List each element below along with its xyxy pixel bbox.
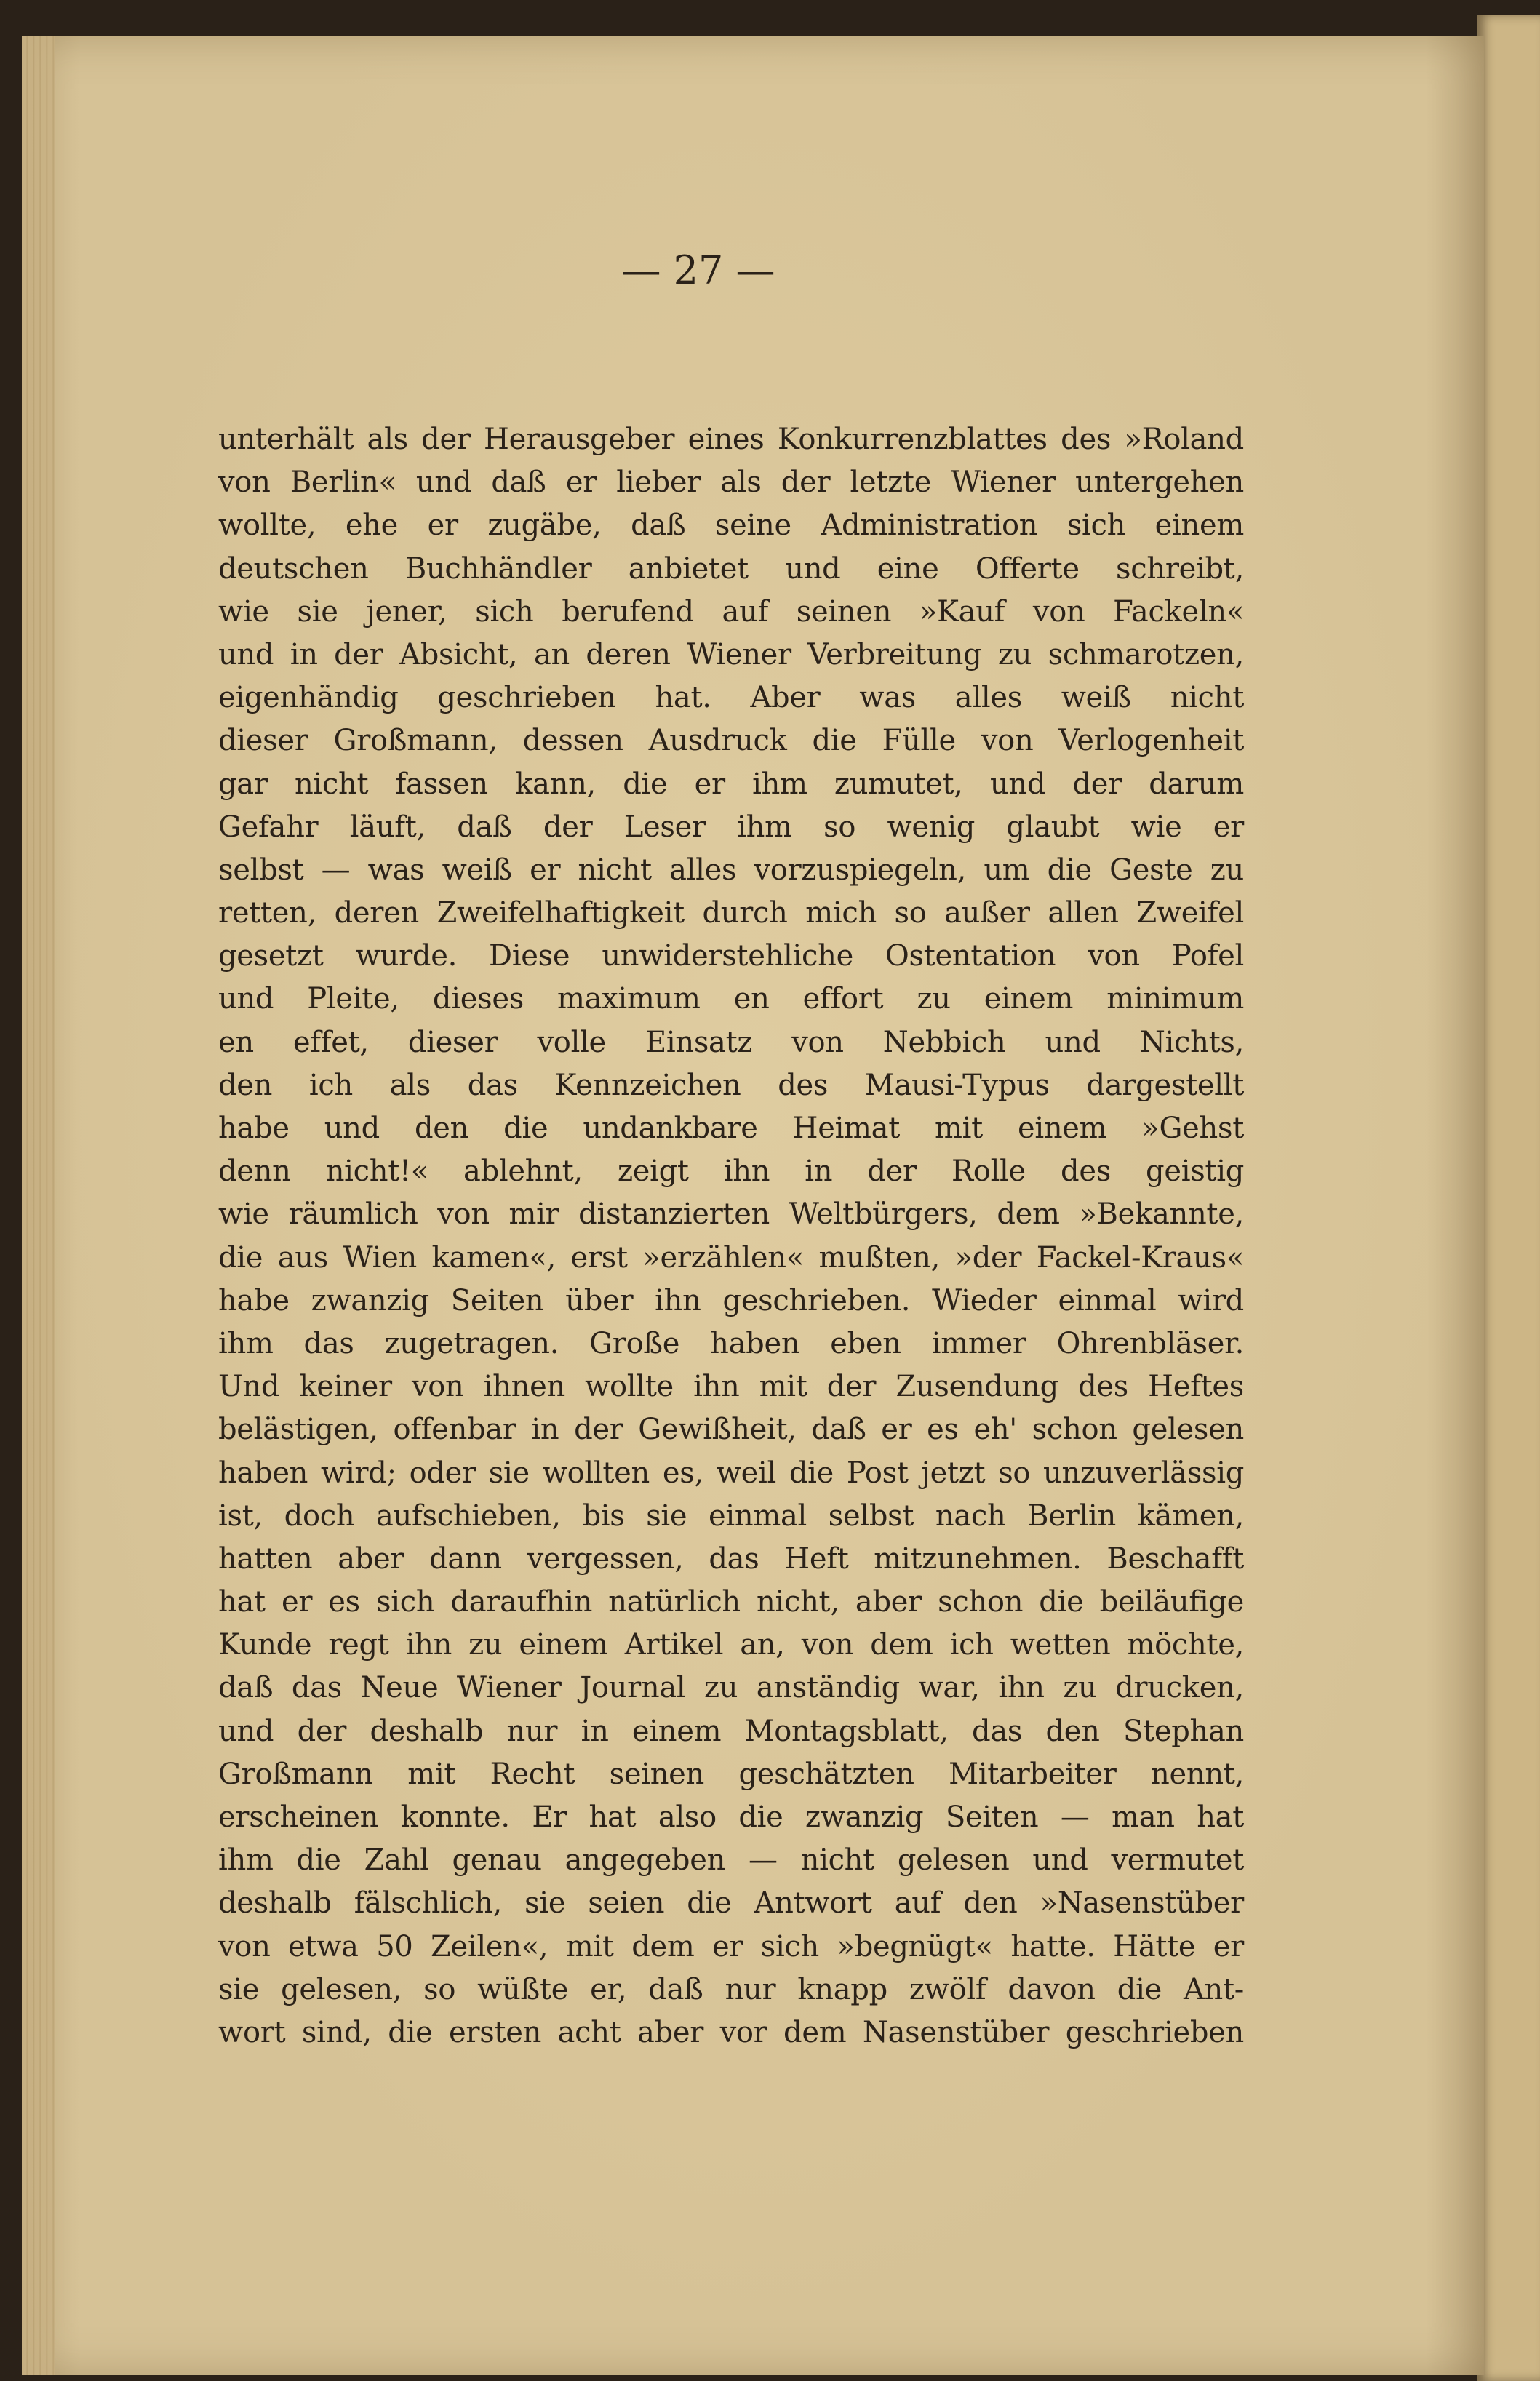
text-line: den ich als das Kennzeichen des Mausi-Typus dargestellt bbox=[218, 1068, 1244, 1102]
text-line: ist, doch aufschieben, bis sie einmal selbst nach Berlin kämen, bbox=[218, 1499, 1244, 1533]
text-line: daß das Neue Wiener Journal zu anständig war, ihn zu drucken, bbox=[218, 1671, 1244, 1705]
page-number: — 27 — bbox=[621, 247, 775, 293]
text-line: und der deshalb nur in einem Montagsblatt, das den Stephan bbox=[218, 1714, 1244, 1748]
text-line: wie sie jener, sich berufend auf seinen »Kauf von Fackeln« bbox=[218, 594, 1244, 629]
text-line: von etwa 50 Zeilen«, mit dem er sich »begnügt« hatte. Hätte er bbox=[218, 1929, 1244, 1963]
text-line: wort sind, die ersten acht aber vor dem Nasenstüber geschrieben bbox=[218, 2015, 1244, 2049]
text-line: ihm die Zahl genau angegeben — nicht gelesen und vermutet bbox=[218, 1843, 1244, 1878]
book-page bbox=[22, 36, 1484, 2375]
text-line: gar nicht fassen kann, die er ihm zumutet, und der darum bbox=[218, 767, 1244, 801]
body-text bbox=[218, 418, 1244, 2054]
text-line: und in der Absicht, an deren Wiener Verbreitung zu schmarotzen, bbox=[218, 637, 1244, 671]
text-line: eigenhändig geschrieben hat. Aber was alles weiß nicht bbox=[218, 681, 1244, 715]
text-line: von Berlin« und daß er lieber als der letzte Wiener untergehen bbox=[218, 466, 1244, 500]
text-line: en effet, dieser volle Einsatz von Nebbich und Nichts, bbox=[218, 1025, 1244, 1059]
text-line: Kunde regt ihn zu einem Artikel an, von dem ich wetten möchte, bbox=[218, 1628, 1244, 1662]
text-line: ihm das zugetragen. Große haben eben immer Ohrenbläser. bbox=[218, 1326, 1244, 1360]
text-line: habe zwanzig Seiten über ihn geschrieben. Wieder einmal wird bbox=[218, 1283, 1244, 1317]
text-line: Gefahr läuft, daß der Leser ihm so wenig glaubt wie er bbox=[218, 810, 1244, 844]
text-line: denn nicht!« ablehnt, zeigt ihn in der Rolle des geistig bbox=[218, 1154, 1244, 1189]
text-line: Großmann mit Recht seinen geschätzten Mitarbeiter nennt, bbox=[218, 1757, 1244, 1791]
text-line: haben wird; oder sie wollten es, weil die Post jetzt so unzuverlässig bbox=[218, 1456, 1244, 1490]
text-line: die aus Wien kamen«, erst »erzählen« mußten, »der Fackel-Kraus« bbox=[218, 1240, 1244, 1275]
text-line: unterhält als der Herausgeber eines Konkurrenzblattes des »Roland bbox=[218, 423, 1244, 456]
page-stack-edge bbox=[22, 36, 55, 2375]
text-line: deutschen Buchhändler anbietet und eine Offerte schreibt, bbox=[218, 551, 1244, 586]
text-line: erscheinen konnte. Er hat also die zwanzig Seiten — man hat bbox=[218, 1800, 1244, 1834]
adjacent-page-edge bbox=[1477, 15, 1540, 2381]
text-line: wollte, ehe er zugäbe, daß seine Administration sich einem bbox=[218, 508, 1244, 543]
text-line: sie gelesen, so wüßte er, daß nur knapp zwölf davon die Ant- bbox=[218, 1972, 1244, 2006]
text-line: hatten aber dann vergessen, das Heft mitzunehmen. Beschafft bbox=[218, 1542, 1244, 1576]
text-line: Und keiner von ihnen wollte ihn mit der Zusendung des Heftes bbox=[218, 1370, 1244, 1404]
text-line: gesetzt wurde. Diese unwiderstehliche Ostentation von Pofel bbox=[218, 939, 1244, 973]
text-line: hat er es sich daraufhin natürlich nicht, aber schon die beiläufige bbox=[218, 1585, 1244, 1619]
text-line: habe und den die undankbare Heimat mit einem »Gehst bbox=[218, 1112, 1244, 1145]
text-line: wie räumlich von mir distanzierten Weltbürgers, dem »Bekannte, bbox=[218, 1197, 1244, 1232]
text-line: und Pleite, dieses maximum en effort zu einem minimum bbox=[218, 982, 1244, 1016]
text-line: selbst — was weiß er nicht alles vorzuspiegeln, um die Geste zu bbox=[218, 853, 1244, 887]
text-line: retten, deren Zweifelhaftigkeit durch mich so außer allen Zweifel bbox=[218, 896, 1244, 930]
text-line: deshalb fälschlich, sie seien die Antwort auf den »Nasenstüber bbox=[218, 1886, 1244, 1921]
text-line: belästigen, offenbar in der Gewißheit, daß er es eh' schon gelesen bbox=[218, 1413, 1244, 1447]
text-line: dieser Großmann, dessen Ausdruck die Fülle von Verlogenheit bbox=[218, 724, 1244, 758]
